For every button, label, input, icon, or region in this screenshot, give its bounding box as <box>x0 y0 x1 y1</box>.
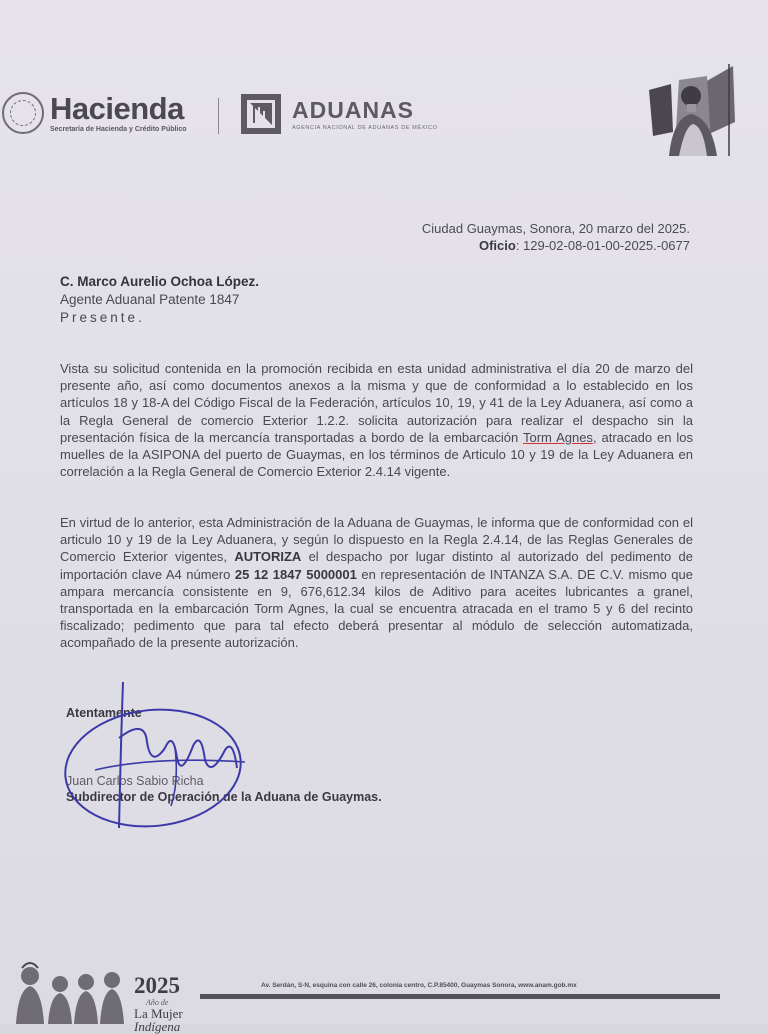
oficio-number: : 129-02-08-01-00-2025.-0677 <box>515 238 690 253</box>
closing: Atentamente <box>66 706 142 720</box>
year-of-indigenous-woman <box>134 974 183 1033</box>
footer-bar <box>200 994 720 999</box>
p2-text-a: En virtud de lo anterior, esta Administración de la Aduana de Guaymas, le informa que de conformidad con el articulo 10 y 19 de la Ley Aduanera, y según lo dispuesto en la Regla 2.4.14, de las Reglas Generales de Comercio Exterior vigentes, <box>60 515 693 565</box>
hacienda-logo <box>2 92 187 134</box>
signer-name: Juan Carlos Sabio Richa <box>66 774 204 788</box>
heroine-portrait-icon <box>645 62 737 158</box>
addressee-name: C. Marco Aurelio Ochoa López. <box>60 274 260 289</box>
national-seal-icon <box>2 92 44 134</box>
footer-year-line1: Año de <box>146 998 169 1007</box>
place-date: Ciudad Guaymas, Sonora, 20 marzo del 2025. <box>421 221 690 236</box>
oficio-label: Oficio <box>478 238 516 253</box>
footer-address: Av. Serdán, S-N, esquina con calle 26, colonia centro, C.P.85400, Guaymas Sonora, www.anam.gob.mx <box>261 982 577 989</box>
aduanas-logo <box>292 97 437 131</box>
handwritten-signature-icon <box>55 678 255 843</box>
aduanas-subtitle: AGENCIA NACIONAL DE ADUANAS DE MÉXICO <box>292 125 438 131</box>
addressee-block <box>60 273 259 327</box>
p2-text-c: en representación de INTANZA S.A. DE C.V. mismo que ampara mercancía consistente en 9, 676,612.34 kilos de Aditivo para aceites lubricantes a granel, transportada en la embarcación Torm Agnes, la cual se encuentra atracada en el tramo 5 y 6 del recinto fiscalizado; pedimento que para tal efecto deberá presentar al módulo de selección automatizada, acompañado de la presente autorización. <box>60 566 693 651</box>
hacienda-subtitle: Secretaría de Hacienda y Crédito Público <box>50 126 187 133</box>
addressee-role: Agente Aduanal Patente 1847 <box>60 292 240 307</box>
footer-year-line2: La Mujer <box>134 1006 183 1021</box>
p2-pedimento: 25 12 1847 5000001 <box>234 566 357 582</box>
paragraph-request <box>60 360 693 480</box>
oficio-line <box>422 237 690 254</box>
p1-vessel: Torm Agnes <box>522 429 593 445</box>
aduanas-name: ADUANAS <box>292 97 414 123</box>
paragraph-authorization <box>60 514 693 652</box>
p1-text-a: Vista su solicitud contenida en la promoción recibida en esta unidad administrativa el día 20 de marzo del presente año, así como documentos anexos a la misma y que de conformidad a lo establecido en los artículos 18 y 18-A del Código Fiscal de la Federación, artículos 10, 19, y 41 de la Ley Aduanera, así como a la Regla General de comercio Exterior 1.2.2. solicita autorización para realizar el despacho sin la presentación física de la mercancía transportadas a bordo de la embarcación <box>60 361 693 445</box>
p1-text-b: , atracado en los muelles de la ASIPONA del puerto de Guaymas, en los términos de Articulo 10 y 19 de la Ley Aduanera en correlación a la Regla General de Comercio Exterior 2.4.14 vigente. <box>60 429 693 480</box>
logo-divider <box>218 98 219 134</box>
p2-autoriza: AUTORIZA <box>234 549 302 565</box>
aduanas-logo-icon <box>240 93 282 135</box>
indigenous-women-illustration-icon <box>8 958 132 1024</box>
footer-year: 2025 <box>134 973 180 998</box>
signer-title: Subdirector de Operación de la Aduana de Guaymas. <box>66 790 382 804</box>
footer-year-line3: Indígena <box>134 1019 181 1034</box>
hacienda-name: Hacienda <box>50 91 184 126</box>
p2-text-b: el despacho por lugar distinto al autorizado del pedimento de importación clave A4 número <box>60 549 693 582</box>
date-oficio-block <box>422 220 690 254</box>
addressee-presente: Presente. <box>60 310 145 325</box>
